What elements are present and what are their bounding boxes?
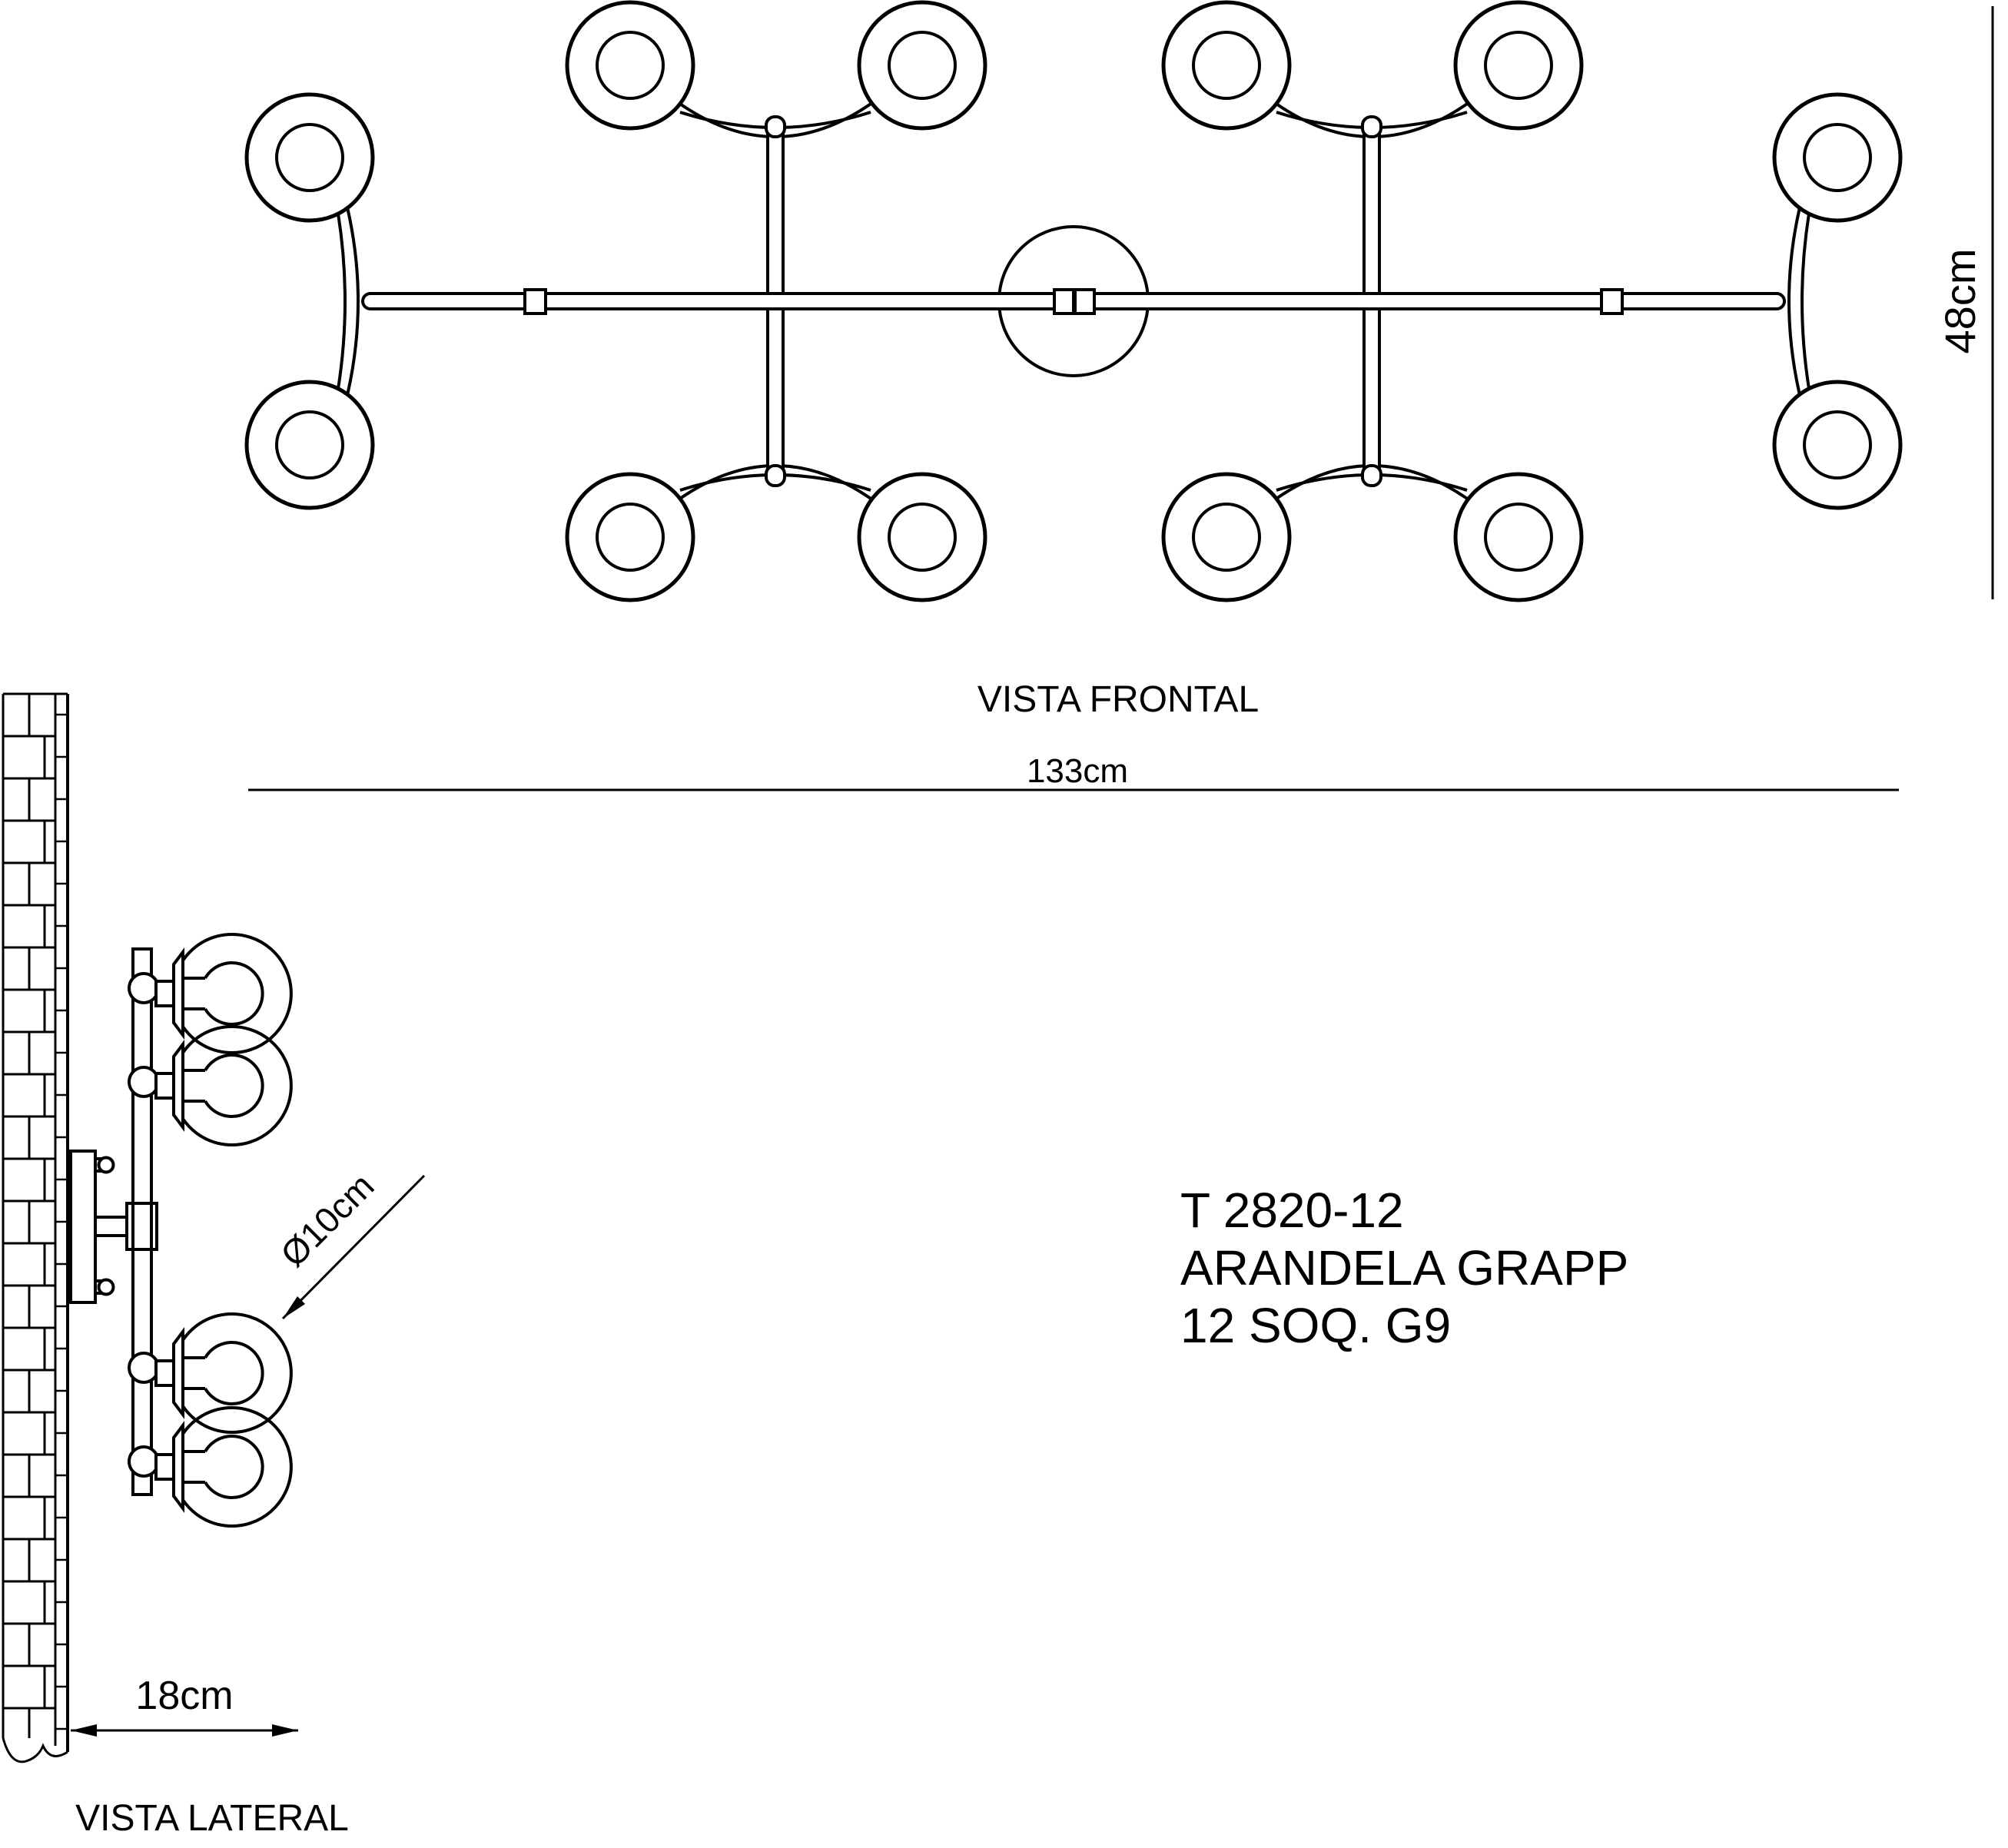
bulb-diameter-label: Ø10cm <box>272 1165 382 1275</box>
product-model: T 2820-12 <box>1180 1183 1404 1238</box>
front-view <box>247 2 1993 790</box>
height-dimension <box>1936 6 1993 599</box>
bulb <box>567 2 693 128</box>
stem-cap <box>1362 466 1381 486</box>
width-dimension <box>248 752 1899 790</box>
brick-header-strip <box>55 715 68 1729</box>
bulb <box>1774 382 1900 508</box>
socket <box>156 1455 174 1479</box>
bulb <box>567 474 693 600</box>
arrowhead <box>71 1724 97 1737</box>
front-view-label: VISTA FRONTAL <box>977 679 1260 720</box>
depth-dimension-label: 18cm <box>135 1674 234 1718</box>
side-bulb <box>129 934 291 1053</box>
bar-connector-right <box>1601 290 1622 314</box>
ball-joint <box>129 1353 158 1382</box>
bulb <box>247 382 373 508</box>
bulb <box>1774 95 1900 221</box>
height-dimension-label: 48cm <box>1936 248 1984 354</box>
ball-joint <box>129 974 158 1003</box>
product-info-block <box>1180 1183 1628 1353</box>
left-end-arm <box>338 207 358 395</box>
product-name: ARANDELA GRAPP <box>1180 1240 1629 1296</box>
screw <box>95 1280 114 1295</box>
stem-cap <box>1362 117 1381 137</box>
brick-wall <box>3 694 68 1762</box>
wall-break-edge <box>3 1738 68 1762</box>
stem-down <box>768 309 783 475</box>
bar-connector-center-a <box>1054 290 1074 314</box>
socket <box>156 981 174 1006</box>
bar-connector-left <box>525 290 546 314</box>
side-view <box>3 694 424 1839</box>
right-end-arm <box>1789 207 1809 395</box>
product-sockets: 12 SOQ. G9 <box>1180 1298 1452 1353</box>
bulb-diameter-annotation <box>273 1166 424 1319</box>
bulb <box>859 2 985 128</box>
bulb <box>247 95 373 221</box>
side-bulb <box>129 1314 291 1432</box>
screw <box>95 1158 114 1173</box>
stem-down <box>1364 309 1379 475</box>
ball-joint <box>129 1067 158 1097</box>
bulb <box>1163 474 1289 600</box>
stem-cap <box>766 117 785 137</box>
side-view-label: VISTA LATERAL <box>75 1798 349 1839</box>
mount-arm <box>95 1217 127 1236</box>
side-bulb <box>129 1408 291 1526</box>
side-bulb <box>129 1027 291 1145</box>
arrowhead <box>272 1724 298 1737</box>
ball-joint <box>129 1447 158 1476</box>
bulb <box>1455 474 1582 600</box>
socket <box>156 1073 174 1098</box>
bar-connector-center-b <box>1075 290 1094 314</box>
side-vertical-bar <box>133 949 151 1495</box>
depth-dimension <box>71 1674 298 1737</box>
bulb <box>1455 2 1582 128</box>
bulb <box>1163 2 1289 128</box>
stem-up <box>1364 128 1379 294</box>
stem-up <box>768 128 783 294</box>
side-bulbs <box>129 934 291 1526</box>
stem-cap <box>766 466 785 486</box>
bulb <box>859 474 985 600</box>
socket <box>156 1361 174 1385</box>
width-dimension-label: 133cm <box>1026 752 1129 790</box>
